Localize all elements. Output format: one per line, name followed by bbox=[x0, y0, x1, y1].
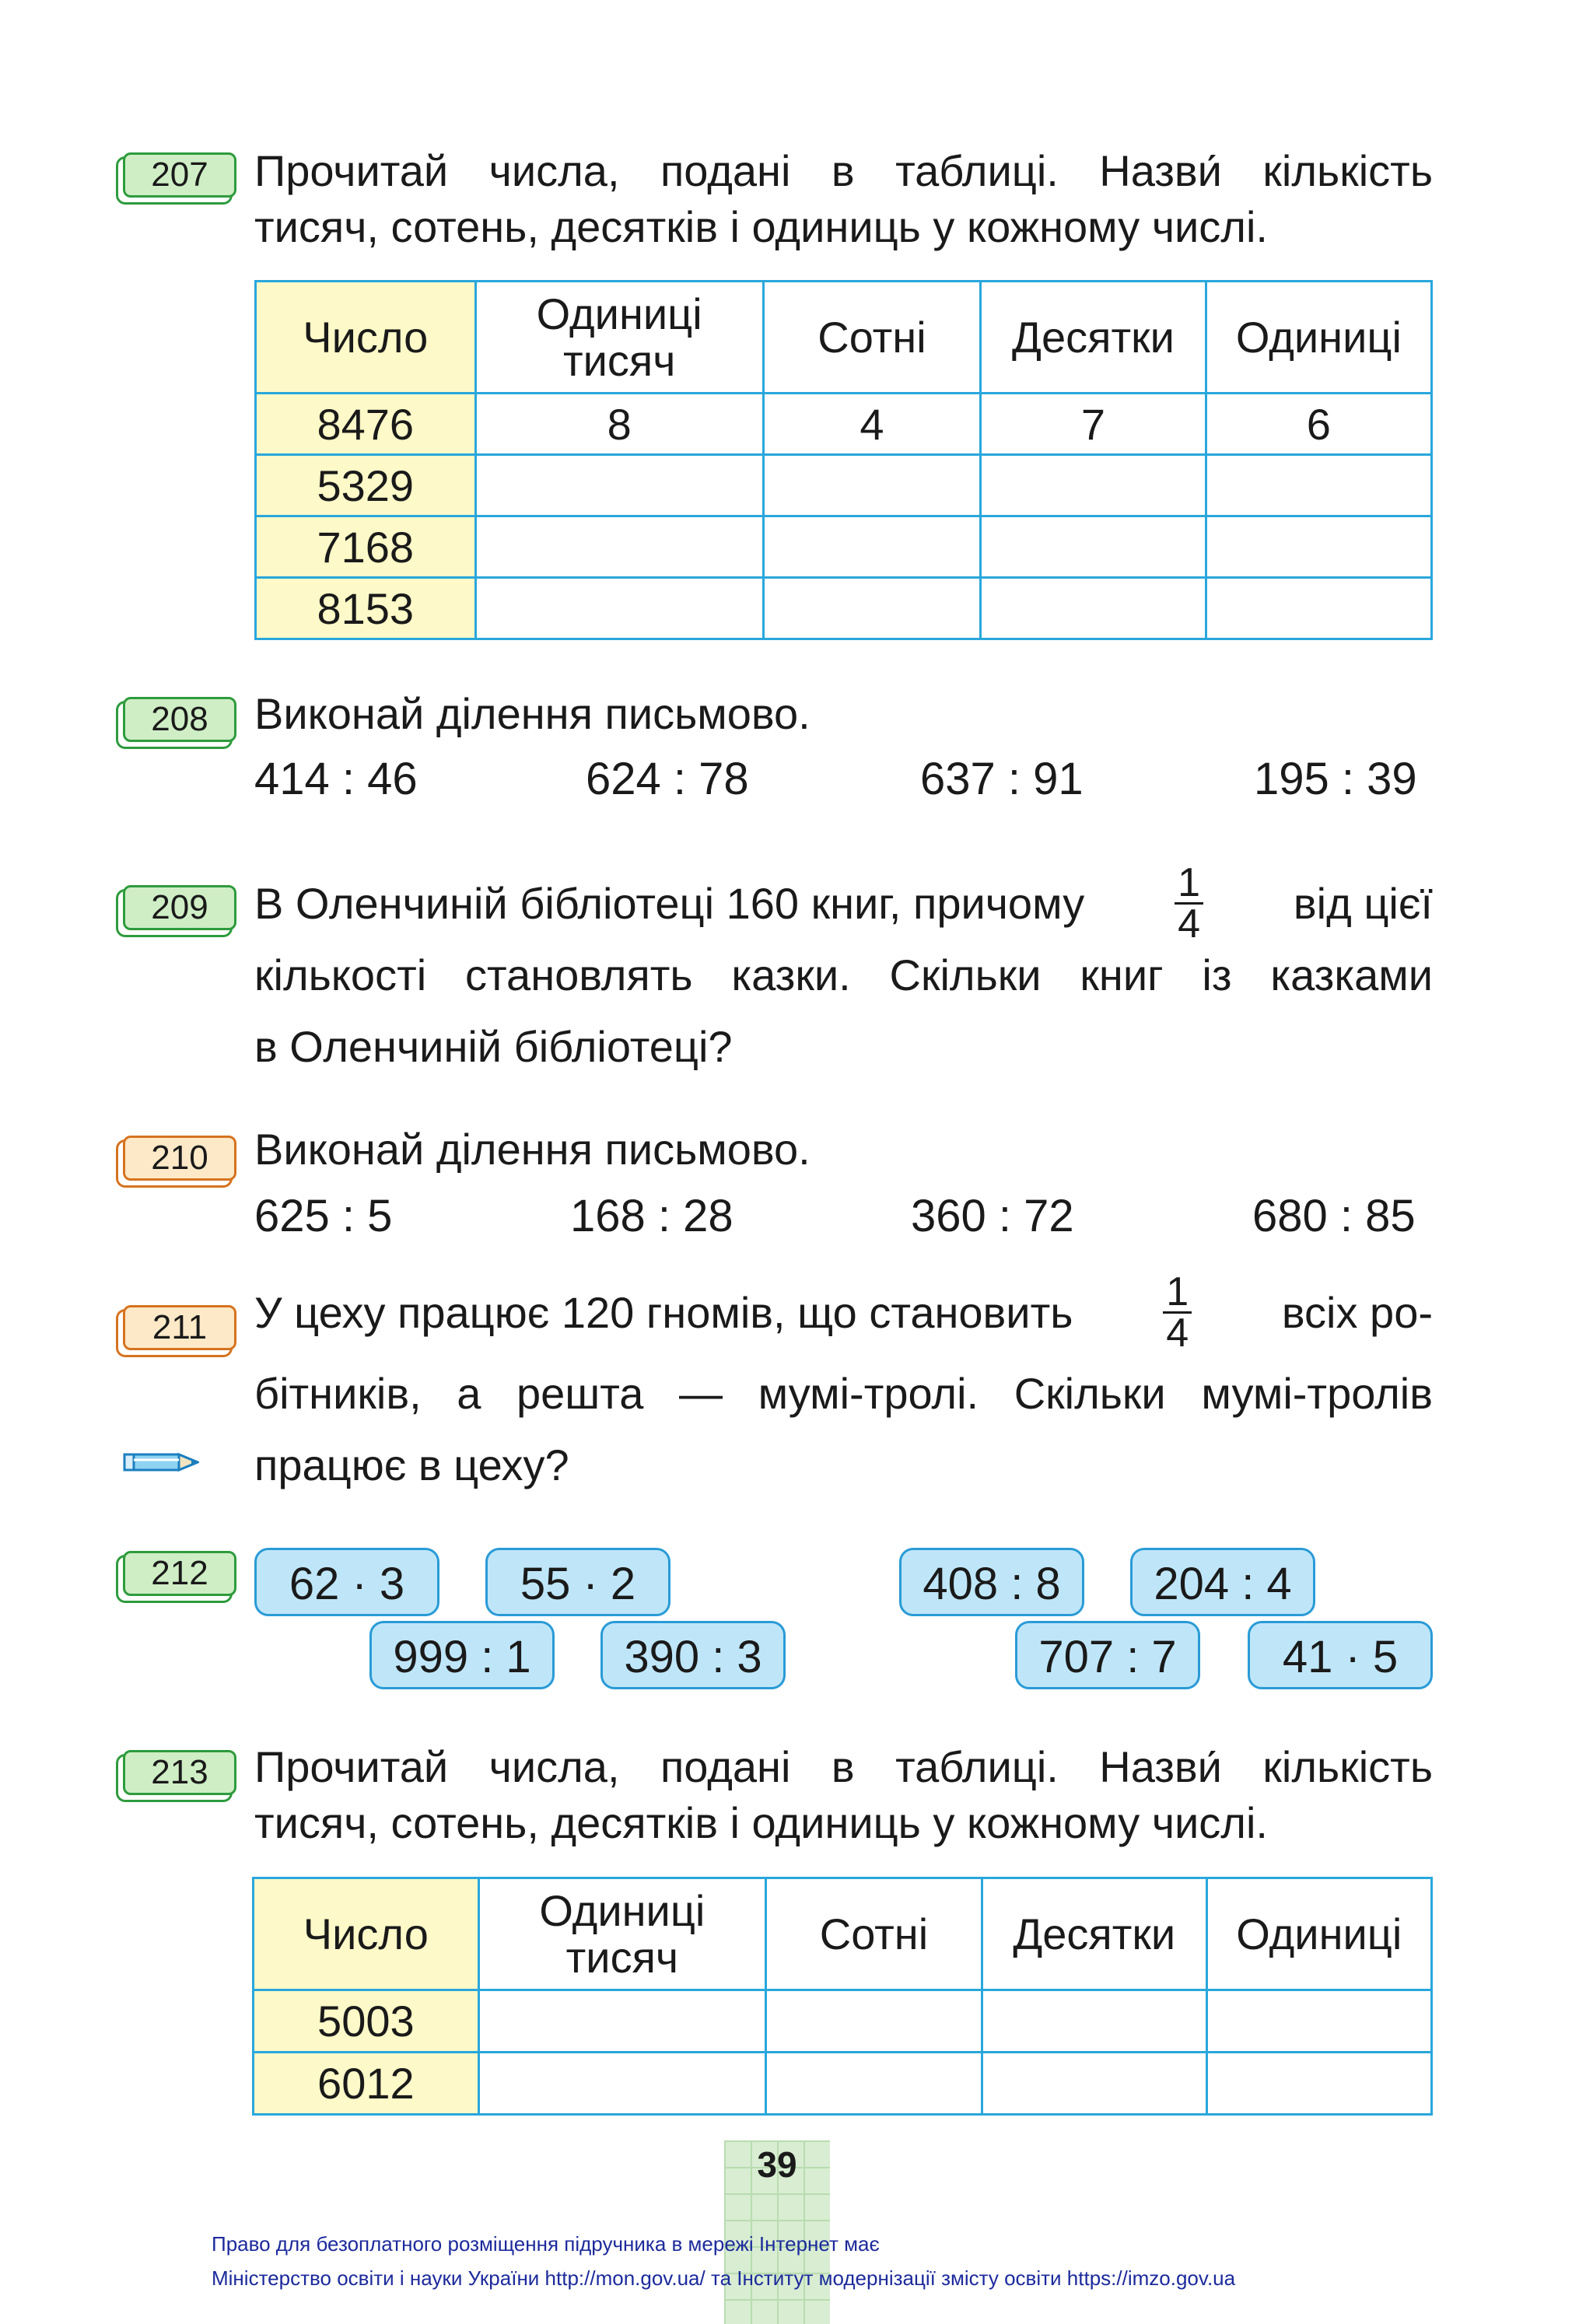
cell[interactable] bbox=[763, 516, 980, 578]
footer-line2: Міністерство освіти і науки України http://mon.gov.ua/ та Інститут модернізації змісту освіти https://imzo.gov.ua bbox=[212, 2266, 1236, 2290]
exercise-213-line2: тисяч, сотень, десятків і одиниць у кожному числі. bbox=[254, 1798, 1268, 1847]
header-units: Одиниці bbox=[1206, 1878, 1431, 1990]
cell: 8153 bbox=[256, 578, 476, 639]
header-tens: Десятки bbox=[981, 282, 1206, 394]
expression-card: 55 · 2 bbox=[485, 1548, 670, 1616]
header-tens: Десятки bbox=[982, 1878, 1206, 1990]
op: 195 : 39 bbox=[1254, 754, 1417, 804]
footer-line1: Право для безоплатного розміщення підручника в мережі Інтернет має bbox=[212, 2232, 880, 2256]
header-thousands: Одиниці тисяч bbox=[478, 1878, 765, 1990]
op: 360 : 72 bbox=[911, 1191, 1074, 1241]
exercise-208-task: Виконай ділення письмово. bbox=[254, 689, 811, 738]
expression-card: 408 : 8 bbox=[899, 1548, 1084, 1616]
exercise-number-209: 209 bbox=[123, 885, 236, 930]
cell[interactable] bbox=[1206, 455, 1431, 516]
exercise-number-208: 208 bbox=[123, 697, 236, 742]
exercise-210-task: Виконай ділення письмово. bbox=[254, 1125, 811, 1174]
fraction-denominator: 4 bbox=[1178, 901, 1201, 947]
text: всіх ро- bbox=[1281, 1287, 1433, 1337]
table-row bbox=[254, 2053, 1432, 2115]
cell[interactable] bbox=[1206, 578, 1431, 639]
op: 414 : 46 bbox=[254, 754, 418, 804]
exercise-211-line3: працює в цеху? bbox=[254, 1440, 569, 1489]
page-number: 39 bbox=[757, 2144, 797, 2185]
header-hundreds: Сотні bbox=[763, 282, 980, 394]
cell[interactable] bbox=[763, 578, 980, 639]
exercise-209-line2: кількості становлять казки. Скільки книг із казками bbox=[254, 950, 1433, 999]
table-207 bbox=[254, 280, 1433, 640]
text: В Оленчиній бібліотеці 160 книг, причому bbox=[254, 878, 1085, 928]
exercise-number-210: 210 bbox=[123, 1136, 236, 1181]
cell: 5329 bbox=[256, 455, 476, 516]
exercise-number-211: 211 bbox=[123, 1305, 236, 1350]
cell: 7 bbox=[981, 394, 1206, 455]
cell[interactable] bbox=[1206, 2053, 1431, 2115]
expression-card: 390 : 3 bbox=[600, 1621, 786, 1689]
table-header-row bbox=[254, 1878, 1432, 1990]
expression-card: 62 · 3 bbox=[254, 1548, 439, 1616]
exercise-number-207: 207 bbox=[123, 152, 236, 198]
cell[interactable] bbox=[475, 455, 763, 516]
table-row bbox=[254, 1990, 1432, 2053]
op: 624 : 78 bbox=[586, 754, 749, 804]
table-row bbox=[256, 455, 1432, 516]
cell[interactable] bbox=[478, 1990, 765, 2053]
table-row bbox=[256, 578, 1432, 639]
cell[interactable] bbox=[475, 516, 763, 578]
fraction bbox=[1175, 860, 1203, 947]
op: 680 : 85 bbox=[1252, 1191, 1416, 1241]
cell[interactable] bbox=[1206, 516, 1431, 578]
text: У цеху працює 120 гномів, що становить bbox=[254, 1287, 1073, 1337]
expression-card: 999 : 1 bbox=[369, 1621, 555, 1689]
fraction-numerator: 1 bbox=[1175, 863, 1203, 905]
cell: 6012 bbox=[254, 2053, 479, 2115]
exercise-213-line1: Прочитай числа, подані в таблиці. Назви́ кількість bbox=[254, 1742, 1433, 1791]
header-hundreds: Сотні bbox=[766, 1878, 982, 1990]
exercise-209-line3: в Оленчиній бібліотеці? bbox=[254, 1022, 733, 1071]
cell: 7168 bbox=[256, 516, 476, 578]
cell: 8476 bbox=[256, 394, 476, 455]
cell: 8 bbox=[475, 394, 763, 455]
header-number: Число bbox=[256, 282, 476, 394]
cell[interactable] bbox=[478, 2053, 765, 2115]
cell: 4 bbox=[763, 394, 980, 455]
cell[interactable] bbox=[1206, 1990, 1431, 2053]
expression-card: 204 : 4 bbox=[1130, 1548, 1315, 1616]
table-header-row bbox=[256, 282, 1432, 394]
cell[interactable] bbox=[766, 1990, 982, 2053]
table-row bbox=[256, 394, 1432, 455]
expression-card: 707 : 7 bbox=[1015, 1621, 1200, 1689]
cell[interactable] bbox=[982, 1990, 1206, 2053]
exercise-207-line2: тисяч, сотень, десятків і одиниць у кожному числі. bbox=[254, 202, 1268, 251]
header-units: Одиниці bbox=[1206, 282, 1431, 394]
cell[interactable] bbox=[981, 578, 1206, 639]
exercise-207-line1: Прочитай числа, подані в таблиці. Назви́ кількість bbox=[254, 146, 1433, 195]
op: 637 : 91 bbox=[920, 754, 1084, 804]
cell[interactable] bbox=[475, 578, 763, 639]
exercise-211-line1 bbox=[254, 1269, 1433, 1356]
header-thousands: Одиниці тисяч bbox=[475, 282, 763, 394]
cell[interactable] bbox=[982, 2053, 1206, 2115]
header-number: Число bbox=[254, 1878, 479, 1990]
exercise-number-213: 213 bbox=[123, 1750, 236, 1795]
exercise-number-212: 212 bbox=[123, 1551, 236, 1596]
table-213 bbox=[252, 1877, 1433, 2116]
cell: 6 bbox=[1206, 394, 1431, 455]
table-row bbox=[256, 516, 1432, 578]
fraction bbox=[1163, 1269, 1192, 1356]
exercise-209-line1 bbox=[254, 860, 1433, 947]
cell[interactable] bbox=[766, 2053, 982, 2115]
text: від цієї bbox=[1293, 878, 1433, 928]
exercise-211-line2: бітників, а решта — мумі-тролі. Скільки мумі-тролів bbox=[254, 1369, 1433, 1418]
expression-card: 41 · 5 bbox=[1248, 1621, 1433, 1689]
cell: 5003 bbox=[254, 1990, 479, 2053]
fraction-numerator: 1 bbox=[1163, 1272, 1192, 1314]
cell[interactable] bbox=[763, 455, 980, 516]
op: 168 : 28 bbox=[570, 1191, 733, 1241]
fraction-denominator: 4 bbox=[1166, 1311, 1189, 1356]
cell[interactable] bbox=[981, 516, 1206, 578]
pencil-icon bbox=[121, 1442, 199, 1482]
op: 625 : 5 bbox=[254, 1191, 393, 1241]
cell[interactable] bbox=[981, 455, 1206, 516]
